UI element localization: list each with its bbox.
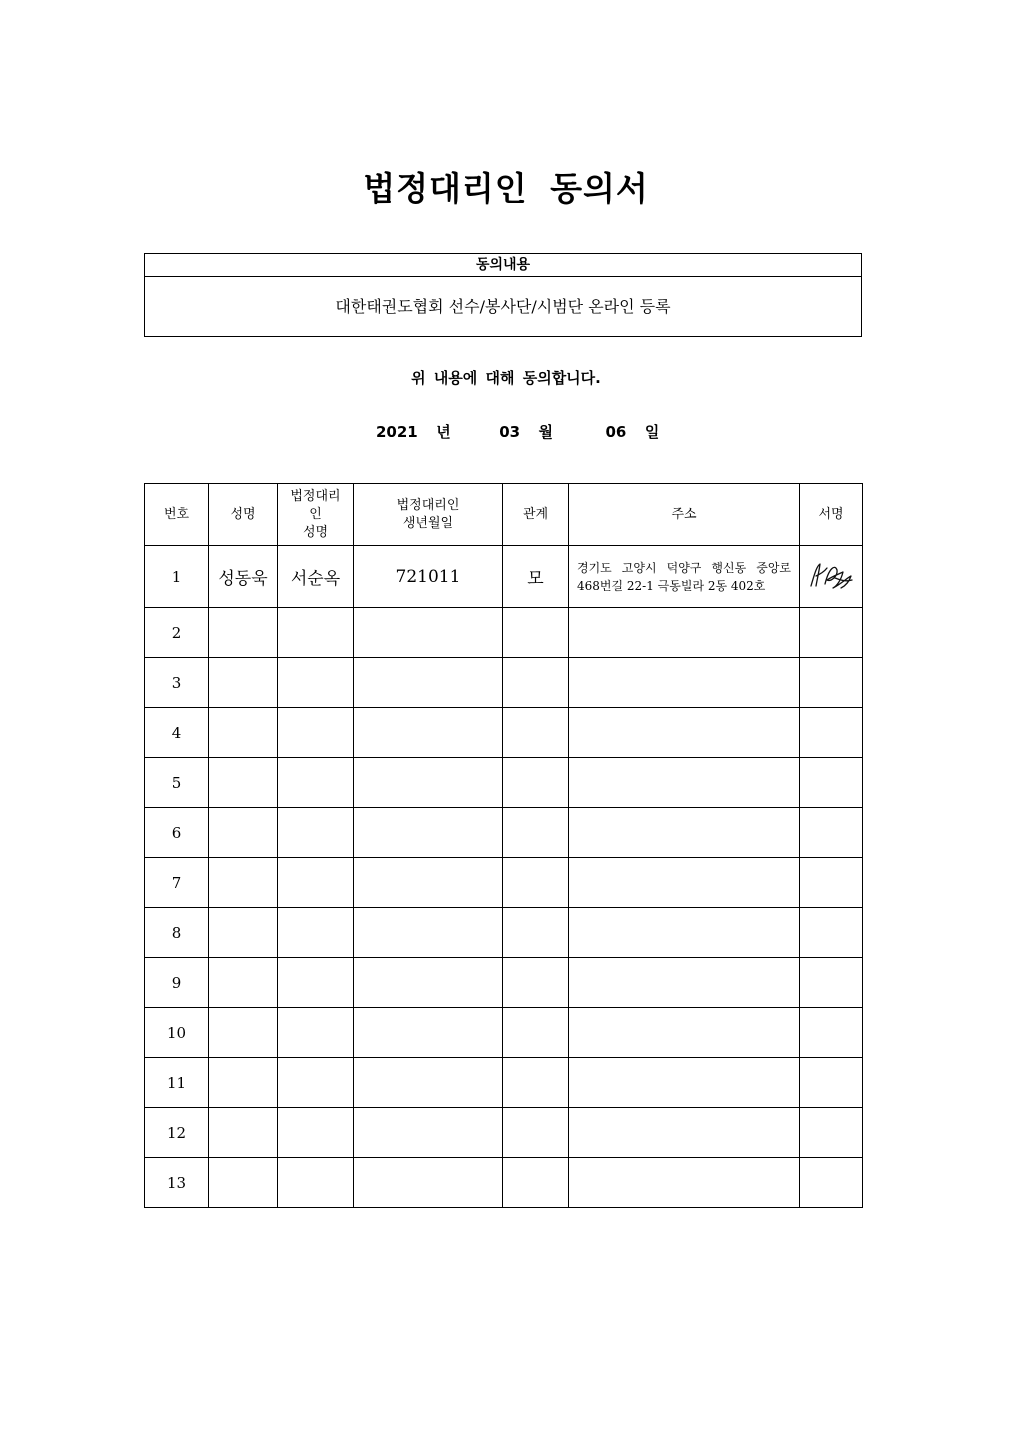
cell-signature [800, 858, 863, 908]
cell-address [569, 1008, 800, 1058]
cell-guardian-birth [354, 1058, 503, 1108]
handwritten-signature-image [807, 558, 855, 592]
date-line [376, 421, 659, 442]
cell-guardian-name: 서순옥 [278, 546, 354, 608]
header-address: 주소 [569, 484, 800, 546]
cell-signature [800, 1158, 863, 1208]
cell-number: 4 [145, 708, 209, 758]
cell-relation [503, 1158, 569, 1208]
cell-address [569, 708, 800, 758]
cell-signature [800, 608, 863, 658]
cell-signature [800, 1108, 863, 1158]
table-row [145, 1108, 863, 1158]
cell-guardian-name [278, 1058, 354, 1108]
date-month-unit: 월 [538, 423, 554, 441]
header-guardian-name-line1: 법정대리 [290, 488, 341, 504]
cell-relation [503, 908, 569, 958]
cell-relation [503, 608, 569, 658]
cell-address [569, 858, 800, 908]
cell-guardian-birth [354, 958, 503, 1008]
cell-guardian-name [278, 858, 354, 908]
table-row [145, 958, 863, 1008]
consent-content: 대한태권도협회 선수/봉사단/시범단 온라인 등록 [335, 297, 671, 316]
cell-name [209, 1058, 278, 1108]
cell-relation [503, 658, 569, 708]
header-guardian-birth-line1: 법정대리인 [396, 497, 460, 513]
cell-number: 8 [145, 908, 209, 958]
cell-name [209, 808, 278, 858]
cell-guardian-name [278, 1008, 354, 1058]
cell-name [209, 608, 278, 658]
cell-guardian-name [278, 658, 354, 708]
cell-guardian-birth [354, 1108, 503, 1158]
cell-guardian-birth [354, 908, 503, 958]
table-row [145, 858, 863, 908]
cell-guardian-name [278, 808, 354, 858]
cell-relation [503, 958, 569, 1008]
table-row [145, 758, 863, 808]
cell-guardian-name [278, 758, 354, 808]
cell-address [569, 758, 800, 808]
cell-address [569, 1108, 800, 1158]
consent-box [144, 253, 862, 337]
cell-guardian-birth [354, 658, 503, 708]
cell-guardian-birth [354, 858, 503, 908]
cell-guardian-birth [354, 608, 503, 658]
cell-guardian-name [278, 1158, 354, 1208]
cell-relation [503, 858, 569, 908]
cell-signature [800, 1058, 863, 1108]
date-year-unit: 년 [436, 423, 451, 441]
cell-signature [800, 658, 863, 708]
cell-number: 12 [145, 1108, 209, 1158]
cell-signature [800, 808, 863, 858]
cell-signature [800, 546, 863, 608]
table-row [145, 808, 863, 858]
cell-number: 6 [145, 808, 209, 858]
table-row [145, 708, 863, 758]
cell-name [209, 1158, 278, 1208]
table-row [145, 1008, 863, 1058]
cell-number: 3 [145, 658, 209, 708]
date-day-unit: 일 [644, 423, 660, 441]
table-row [145, 908, 863, 958]
cell-guardian-name [278, 958, 354, 1008]
cell-name [209, 758, 278, 808]
cell-guardian-birth [354, 808, 503, 858]
cell-relation [503, 808, 569, 858]
cell-guardian-name [278, 1108, 354, 1158]
cell-guardian-name [278, 708, 354, 758]
cell-signature [800, 1008, 863, 1058]
header-number: 번호 [145, 484, 209, 546]
registration-table [144, 483, 863, 1208]
date-year: 2021 [376, 423, 418, 441]
header-signature: 서명 [800, 484, 863, 546]
cell-name [209, 908, 278, 958]
cell-guardian-birth [354, 1008, 503, 1058]
header-guardian-birth [354, 484, 503, 546]
table-row [145, 546, 863, 608]
table-row [145, 1058, 863, 1108]
cell-address [569, 958, 800, 1008]
consent-header: 동의내용 [145, 254, 861, 277]
cell-address [569, 1158, 800, 1208]
cell-number: 13 [145, 1158, 209, 1208]
cell-relation [503, 1058, 569, 1108]
header-relation: 관계 [503, 484, 569, 546]
cell-number: 9 [145, 958, 209, 1008]
cell-relation: 모 [503, 546, 569, 608]
date-month: 03 [499, 423, 521, 441]
cell-name [209, 1008, 278, 1058]
cell-relation [503, 708, 569, 758]
cell-signature [800, 958, 863, 1008]
cell-relation [503, 1008, 569, 1058]
cell-signature [800, 758, 863, 808]
header-name: 성명 [209, 484, 278, 546]
cell-guardian-birth [354, 758, 503, 808]
cell-guardian-birth [354, 708, 503, 758]
cell-name [209, 708, 278, 758]
agreement-statement: 위 내용에 대해 동의합니다. [411, 369, 601, 387]
cell-guardian-birth: 721011 [354, 546, 503, 608]
table-row [145, 658, 863, 708]
cell-guardian-name [278, 608, 354, 658]
cell-number: 1 [145, 546, 209, 608]
table-row [145, 608, 863, 658]
cell-address: 경기도 고양시 덕양구 행신동 중앙로 468번길 22-1 극동빌라 2동 402호 [569, 546, 800, 608]
cell-address [569, 608, 800, 658]
cell-signature [800, 908, 863, 958]
cell-address [569, 908, 800, 958]
cell-number: 11 [145, 1058, 209, 1108]
cell-address [569, 808, 800, 858]
cell-name [209, 958, 278, 1008]
header-guardian-name-line2: 인 [309, 506, 322, 522]
cell-number: 5 [145, 758, 209, 808]
table-header-row [145, 484, 863, 546]
cell-guardian-birth [354, 1158, 503, 1208]
header-guardian-birth-line2: 생년월일 [402, 515, 454, 531]
table-row [145, 1158, 863, 1208]
cell-name [209, 1108, 278, 1158]
header-guardian-name [278, 484, 354, 546]
cell-name [209, 658, 278, 708]
cell-name [209, 858, 278, 908]
document-title: 법정대리인 동의서 [363, 169, 649, 208]
cell-number: 10 [145, 1008, 209, 1058]
cell-relation [503, 758, 569, 808]
cell-number: 7 [145, 858, 209, 908]
date-day: 06 [605, 423, 627, 441]
header-guardian-name-line3: 성명 [302, 524, 329, 540]
cell-address [569, 1058, 800, 1108]
cell-guardian-name [278, 908, 354, 958]
cell-address [569, 658, 800, 708]
cell-number: 2 [145, 608, 209, 658]
cell-relation [503, 1108, 569, 1158]
cell-name: 성동욱 [209, 546, 278, 608]
cell-signature [800, 708, 863, 758]
